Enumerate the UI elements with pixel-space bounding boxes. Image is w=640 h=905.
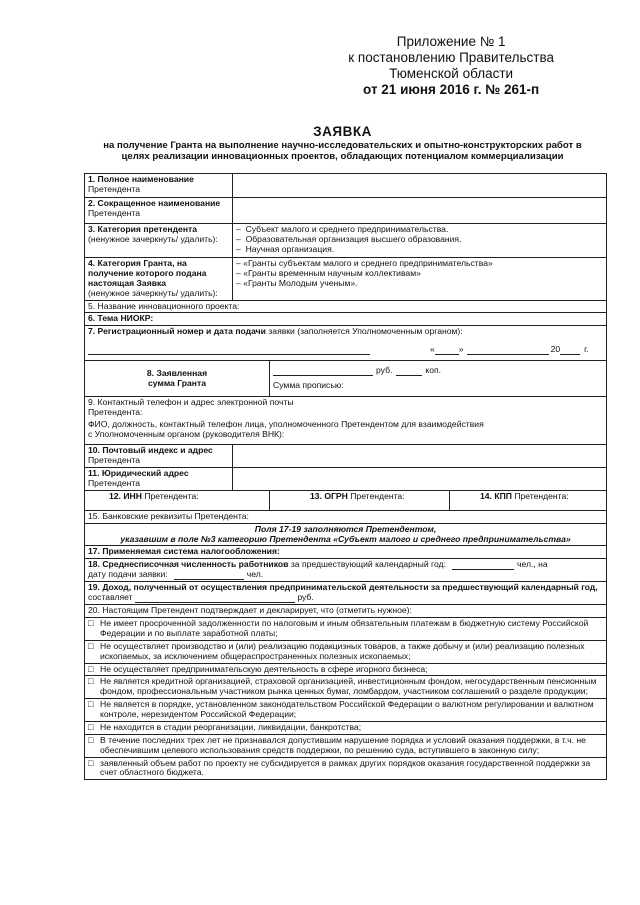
r13-field[interactable]: 13. ОГРН Претендента: (270, 490, 450, 510)
r17-field[interactable]: 17. Применяемая система налогообложения: (85, 546, 607, 559)
title-heading: ЗАЯВКА (313, 124, 372, 139)
r7-month-input[interactable] (467, 345, 549, 355)
r1-label-rest: Претендента (88, 183, 140, 194)
r4-option[interactable]: – «Гранты временным научным коллективам» (236, 267, 421, 278)
r7-day-input[interactable] (435, 345, 459, 355)
r3-option[interactable]: – Образовательная организация высшего образования. (236, 233, 462, 244)
row-7: 7. Регистрационный номер и дата подачи заявки (заполняется Уполномоченным органом): « » 20 г. (85, 326, 607, 361)
row-18: 18. Среднесписочная численность работников за предшествующий календарный год: чел., на дату подачи заявки: чел. (85, 559, 607, 582)
row-2 (85, 198, 607, 224)
row-20-head (85, 605, 607, 618)
application-form-table (84, 173, 607, 780)
r11-label: 11. Юридический адрес (88, 468, 189, 478)
r20-item: □ Не является кредитной организацией, страховой организацией, инвестиционным фондом, негосударственным пенсионным фондом, профессиональным участником рынка ценных бумаг, ломбардом, участником соглашений о разделе продукции; (85, 676, 607, 699)
row-4 (85, 258, 607, 301)
r5-field[interactable]: 5. Название инновационного проекта: (85, 300, 607, 313)
row-8: 8. Заявленная сумма Гранта руб. коп. Сумма прописью: (85, 361, 607, 397)
row-3 (85, 224, 607, 258)
r11-value-field[interactable] (233, 468, 607, 491)
r20-item: □ заявленный объем работ по проекту не субсидируется в рамках других порядков оказания государственной поддержки за счет областного бюджета. (85, 757, 607, 780)
r7-year-input[interactable] (560, 345, 580, 355)
document-title (90, 124, 595, 163)
row-1 (85, 174, 607, 198)
r20-item: □ Не находится в стадии реорганизации, ликвидации, банкротства; (85, 721, 607, 734)
r4-options (236, 259, 603, 289)
r12-field[interactable]: 12. ИНН Претендента: (85, 490, 270, 510)
r3-options (236, 225, 603, 255)
checkbox[interactable]: □ (88, 676, 94, 687)
r15-field[interactable]: 15. Банковские реквизиты Претендента: (85, 510, 607, 523)
r14-field[interactable]: 14. КПП Претендента: (450, 490, 607, 510)
row-15 (85, 510, 607, 523)
r20-item: □ Не осуществляет предпринимательскую деятельность в сфере игорного бизнеса; (85, 663, 607, 676)
r4-option[interactable]: – «Гранты субъектам малого и среднего предпринимательства» (236, 258, 493, 268)
r7-regnum-input[interactable] (88, 345, 370, 355)
r8-rub-input[interactable] (273, 366, 373, 376)
r7-label-rest: заявки (заполняется Уполномоченным органом): (268, 326, 463, 337)
r2-value-field[interactable] (233, 198, 607, 224)
r10-label: 10. Почтовый индекс и адрес (88, 445, 213, 456)
r3-label: 3. Категория претендента (88, 224, 198, 234)
checkbox[interactable]: □ (88, 663, 94, 674)
r8-kop-input[interactable] (396, 366, 422, 376)
r20-item: □ Не имеет просроченной задолженности по налоговым и иным обязательным платежам в бюджетную систему Российской Федерации и по выплате заработной платы; (85, 618, 607, 641)
r20-item: □ Не осуществляет производство и (или) реализацию подакцизных товаров, а также добычу и (или) реализацию полезных ископаемых, за исключением общераспространенных полезных ископаемых; (85, 640, 607, 663)
r20-item: □ Не является в порядке, установленном законодательством Российской Федерации о валютном регулировании и валютном контроле, нерезидентом Российской Федерации; (85, 699, 607, 722)
checkbox[interactable]: □ (88, 721, 94, 732)
checkbox[interactable]: □ (88, 699, 94, 710)
note-line2: указавшим в поле №3 категорию Претендента «Субъект малого и среднего предпринимательства» (120, 533, 571, 544)
row-9 (85, 397, 607, 445)
checkbox[interactable]: □ (88, 757, 94, 768)
r4-label: 4. Категория Гранта, на получение которого подана настоящая Заявка (88, 258, 207, 288)
r20-heading: 20. Настоящим Претендент подтверждает и декларирует, что (отметить нужное): (85, 605, 607, 618)
row-19: 19. Доход, полученный от осуществления предпринимательской деятельности за предшествующий календарный год, составляет руб. (85, 582, 607, 605)
r8-label-2: сумма Гранта (148, 377, 206, 388)
r7-label: 7. Регистрационный номер и дата подачи (88, 326, 266, 337)
row-12-14 (85, 490, 607, 510)
row-10 (85, 445, 607, 468)
appendix-line2: к постановлению Правительства (348, 50, 554, 65)
r3-label-rest: (ненужное зачеркнуть/ удалить): (88, 233, 218, 244)
appendix-line1: Приложение № 1 (396, 34, 506, 49)
r4-option[interactable]: – «Гранты Молодым ученым». (236, 277, 358, 288)
row-5 (85, 300, 607, 313)
appendix-line4: от 21 июня 2016 г. № 261-п (363, 82, 540, 97)
r8-label-1: 8. Заявленная (146, 367, 208, 378)
r11-label-rest: Претендента (88, 477, 140, 488)
r8-words-label: Сумма прописью: (273, 380, 344, 391)
note-line1: Поля 17-19 заполняются Претендентом, (254, 523, 437, 534)
title-subtitle: на получение Гранта на выполнение научно-исследовательских и опытно-конструкторских работ в целях реализации инновационных проектов, обладающих потенциалом коммерциализации (103, 139, 582, 163)
r18-prev-year-input[interactable] (452, 560, 514, 570)
r9-field[interactable]: 9. Контактный телефон и адрес электронной почты Претендента: ФИО, должность, контактный телефон лица, уполномоченного Претендентом для взаимодействия с Уполномоченным органом (руководителя ВНК): (85, 397, 607, 445)
checkbox[interactable]: □ (88, 640, 94, 651)
row-6 (85, 313, 607, 326)
appendix-line3: Тюменской области (389, 66, 514, 81)
row-16-note (85, 523, 607, 546)
r2-label-rest: Претендента (88, 207, 140, 218)
r10-label-rest: Претендента (88, 455, 140, 466)
r6-field[interactable]: 6. Тема НИОКР: (85, 313, 607, 326)
r10-value-field[interactable] (233, 445, 607, 468)
checkbox[interactable]: □ (88, 618, 94, 628)
r4-label-rest: (ненужное зачеркнуть/ удалить): (88, 287, 218, 298)
checkbox[interactable]: □ (88, 734, 94, 745)
r3-option[interactable]: – Субъект малого и среднего предпринимательства. (236, 224, 449, 234)
row-11 (85, 468, 607, 491)
r2-label: 2. Сокращенное наименование (88, 198, 221, 208)
row-17 (85, 546, 607, 559)
r20-item: □ В течение последних трех лет не признавался допустившим нарушение порядка и условий оказания поддержки, в т.ч. не обеспечившим целевого использования средств поддержки, по решению суда, вступившего в законную силу; (85, 734, 607, 757)
r1-value-field[interactable] (233, 174, 607, 198)
r1-label: 1. Полное наименование (88, 174, 194, 184)
r18-current-input[interactable] (174, 570, 244, 580)
r3-option[interactable]: – Научная организация. (236, 243, 335, 254)
appendix-header (348, 34, 554, 98)
r19-income-input[interactable] (135, 593, 295, 603)
